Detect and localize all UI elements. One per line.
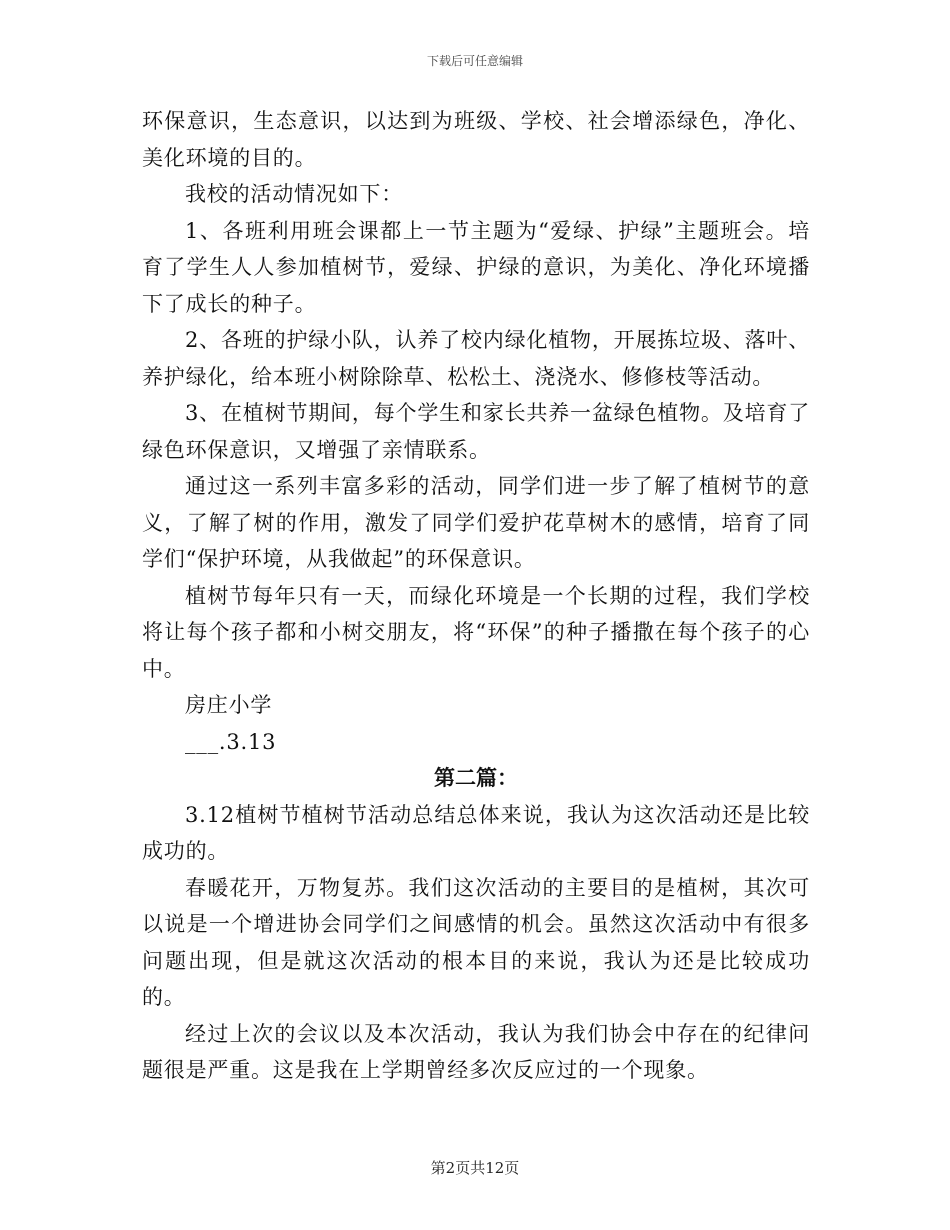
paragraph: 我校的活动情况如下： [185,182,403,206]
paragraph: 通过这一系列丰富多彩的活动，同学们进一步了解了植树节的意义，了解了树的作用，激发了同学们爱护花草树木的感情，培育了同学们“保护环境，从我做起”的环保意识。 [142,474,810,571]
paragraph: 环保意识，生态意识，以达到为班级、学校、社会增添绿色，净化、美化环境的目的。 [142,109,810,170]
paragraph: 1、各班利用班会课都上一节主题为“爱绿、护绿”主题班会。培育了学生人人参加植树节，爱绿、护绿的意识，为美化、净化环境播下了成长的种子。 [142,218,810,316]
signature-school: 房庄小学 [185,693,273,717]
page-footer: 第2页共12页 [430,1159,520,1177]
paragraph: 3、在植树节期间，每个学生和家长共养一盆绿色植物。及培育了绿色环保意识，又增强了亲情联系。 [142,401,810,462]
paragraph: 2、各班的护绿小队，认养了校内绿化植物，开展拣垃圾、落叶、养护绿化，给本班小树除除草、松松土、浇浇水、修修枝等活动。 [142,328,810,389]
paragraph: 3.12植树节植树节活动总结总体来说，我认为这次活动还是比较成功的。 [142,802,810,863]
paragraph: 春暖花开，万物复苏。我们这次活动的主要目的是植树，其次可以说是一个增进协会同学们之间感情的机会。虽然这次活动中有很多问题出现，但是就这次活动的根本目的来说，我认为还是比较成功的。 [142,875,810,1009]
paragraph: 植树节每年只有一天，而绿化环境是一个长期的过程，我们学校将让每个孩子都和小树交朋友，将“环保”的种子播撒在每个孩子的心中。 [142,583,810,681]
signature-date: ___.3.13 [185,729,277,754]
document-body [142,103,810,1089]
section-title: 第二篇： [434,765,518,790]
page-header: 下载后可任意编辑 [426,54,523,68]
paragraph: 经过上次的会议以及本次活动，我认为我们协会中存在的纪律问题很是严重。这是我在上学期曾经多次反应过的一个现象。 [142,1021,810,1082]
